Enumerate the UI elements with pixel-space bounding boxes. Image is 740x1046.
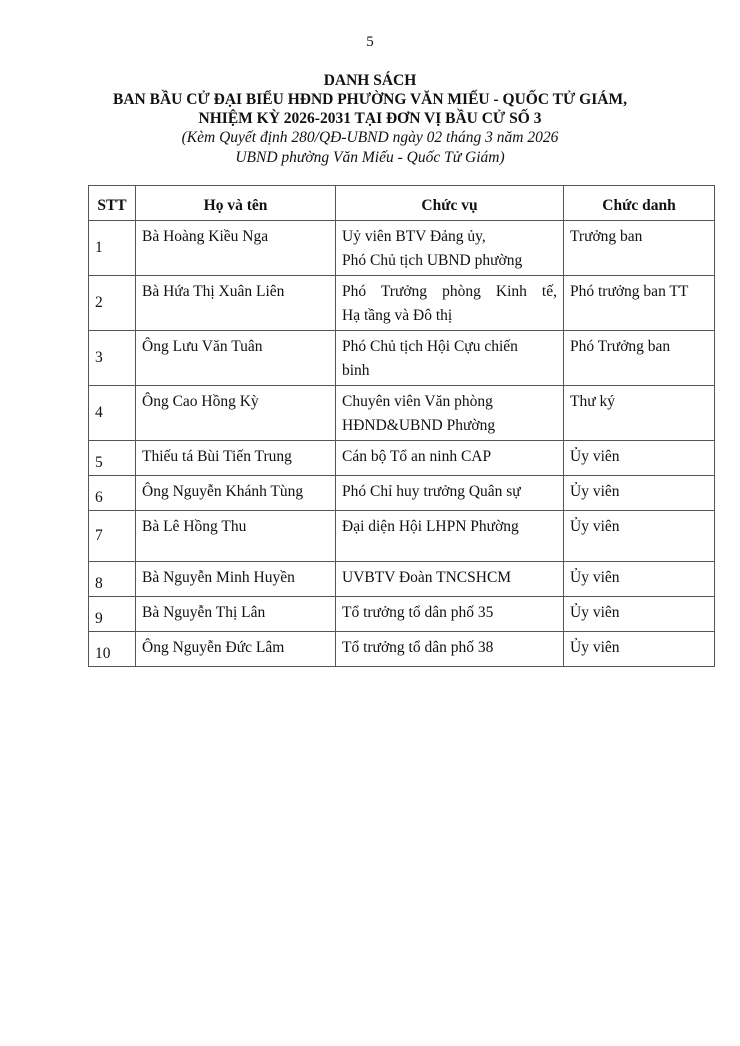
cell-stt: 3: [89, 331, 136, 386]
cell-position: [336, 221, 564, 276]
header-stt: STT: [89, 186, 136, 221]
cell-position: [336, 331, 564, 386]
cell-role: Ủy viên: [564, 511, 715, 562]
table-row: [89, 221, 715, 276]
cell-name: Ông Nguyễn Khánh Tùng: [136, 476, 336, 511]
cell-stt: 4: [89, 386, 136, 441]
table-row: [89, 276, 715, 331]
cell-role: Ủy viên: [564, 562, 715, 597]
cell-name: Bà Nguyễn Thị Lân: [136, 597, 336, 632]
cell-position: Cán bộ Tổ an ninh CAP: [336, 441, 564, 476]
position-line: Phó Trưởng phòng Kinh tế,: [342, 283, 557, 300]
cell-position: UVBTV Đoàn TNCSHCM: [336, 562, 564, 597]
cell-role: Trưởng ban: [564, 221, 715, 276]
cell-stt: 5: [89, 441, 136, 476]
cell-role: Ủy viên: [564, 476, 715, 511]
cell-position: [336, 276, 564, 331]
table-row: [89, 511, 715, 562]
cell-stt: 8: [89, 562, 136, 597]
table-row: [89, 441, 715, 476]
cell-role: Thư ký: [564, 386, 715, 441]
cell-role: Phó Trưởng ban: [564, 331, 715, 386]
title-term: NHIỆM KỲ 2026-2031 TẠI ĐƠN VỊ BẦU CỬ SỐ 3: [198, 110, 542, 127]
cell-role: Ủy viên: [564, 597, 715, 632]
cell-stt: 7: [89, 511, 136, 562]
title-issuer: UBND phường Văn Miếu - Quốc Tử Giám): [235, 149, 505, 166]
cell-position: Đại diện Hội LHPN Phường: [336, 511, 564, 562]
title-heading: DANH SÁCH: [323, 72, 417, 89]
table-header-row: [89, 186, 715, 221]
cell-name: Bà Hoàng Kiều Nga: [136, 221, 336, 276]
cell-name: Bà Lê Hồng Thu: [136, 511, 336, 562]
position-line: Hạ tầng và Đô thị: [342, 307, 453, 324]
position-line: binh: [342, 362, 370, 379]
cell-name: Bà Hứa Thị Xuân Liên: [136, 276, 336, 331]
cell-stt: 2: [89, 276, 136, 331]
table-row: [89, 597, 715, 632]
cell-name: Thiếu tá Bùi Tiến Trung: [136, 441, 336, 476]
position-line: HĐND&UBND Phường: [342, 417, 496, 434]
cell-name: Bà Nguyễn Minh Huyền: [136, 562, 336, 597]
header-name: Họ và tên: [136, 186, 336, 221]
position-line: Phó Chủ tịch UBND phường: [342, 252, 523, 269]
table-row: [89, 476, 715, 511]
cell-position: Tổ trưởng tổ dân phố 38: [336, 632, 564, 667]
table-row: [89, 562, 715, 597]
cell-stt: 9: [89, 597, 136, 632]
table-row: [89, 386, 715, 441]
cell-name: Ông Nguyễn Đức Lâm: [136, 632, 336, 667]
cell-role: Ủy viên: [564, 632, 715, 667]
cell-stt: 1: [89, 221, 136, 276]
position-line: Uỷ viên BTV Đảng ủy,: [342, 228, 486, 245]
cell-name: Ông Cao Hồng Kỳ: [136, 386, 336, 441]
position-line: Phó Chủ tịch Hội Cựu chiến: [342, 338, 518, 355]
cell-position: [336, 386, 564, 441]
title-subject: BAN BẦU CỬ ĐẠI BIỂU HĐND PHƯỜNG VĂN MIẾU - QUỐC TỬ GIÁM,: [113, 91, 627, 108]
header-position: Chức vụ: [336, 186, 564, 221]
cell-position: Tổ trưởng tổ dân phố 35: [336, 597, 564, 632]
committee-table: [88, 185, 715, 667]
document-title-block: [0, 72, 740, 168]
cell-role: Phó trưởng ban TT: [564, 276, 715, 331]
cell-stt: 6: [89, 476, 136, 511]
cell-stt: 10: [89, 632, 136, 667]
table-row: [89, 331, 715, 386]
cell-position: Phó Chỉ huy trưởng Quân sự: [336, 476, 564, 511]
title-decision-ref: (Kèm Quyết định 280/QĐ-UBND ngày 02 tháng 3 năm 2026: [181, 129, 559, 146]
page-number: 5: [366, 34, 374, 50]
header-role: Chức danh: [564, 186, 715, 221]
cell-role: Ủy viên: [564, 441, 715, 476]
table-row: [89, 632, 715, 667]
cell-name: Ông Lưu Văn Tuân: [136, 331, 336, 386]
position-line: Chuyên viên Văn phòng: [342, 393, 493, 410]
